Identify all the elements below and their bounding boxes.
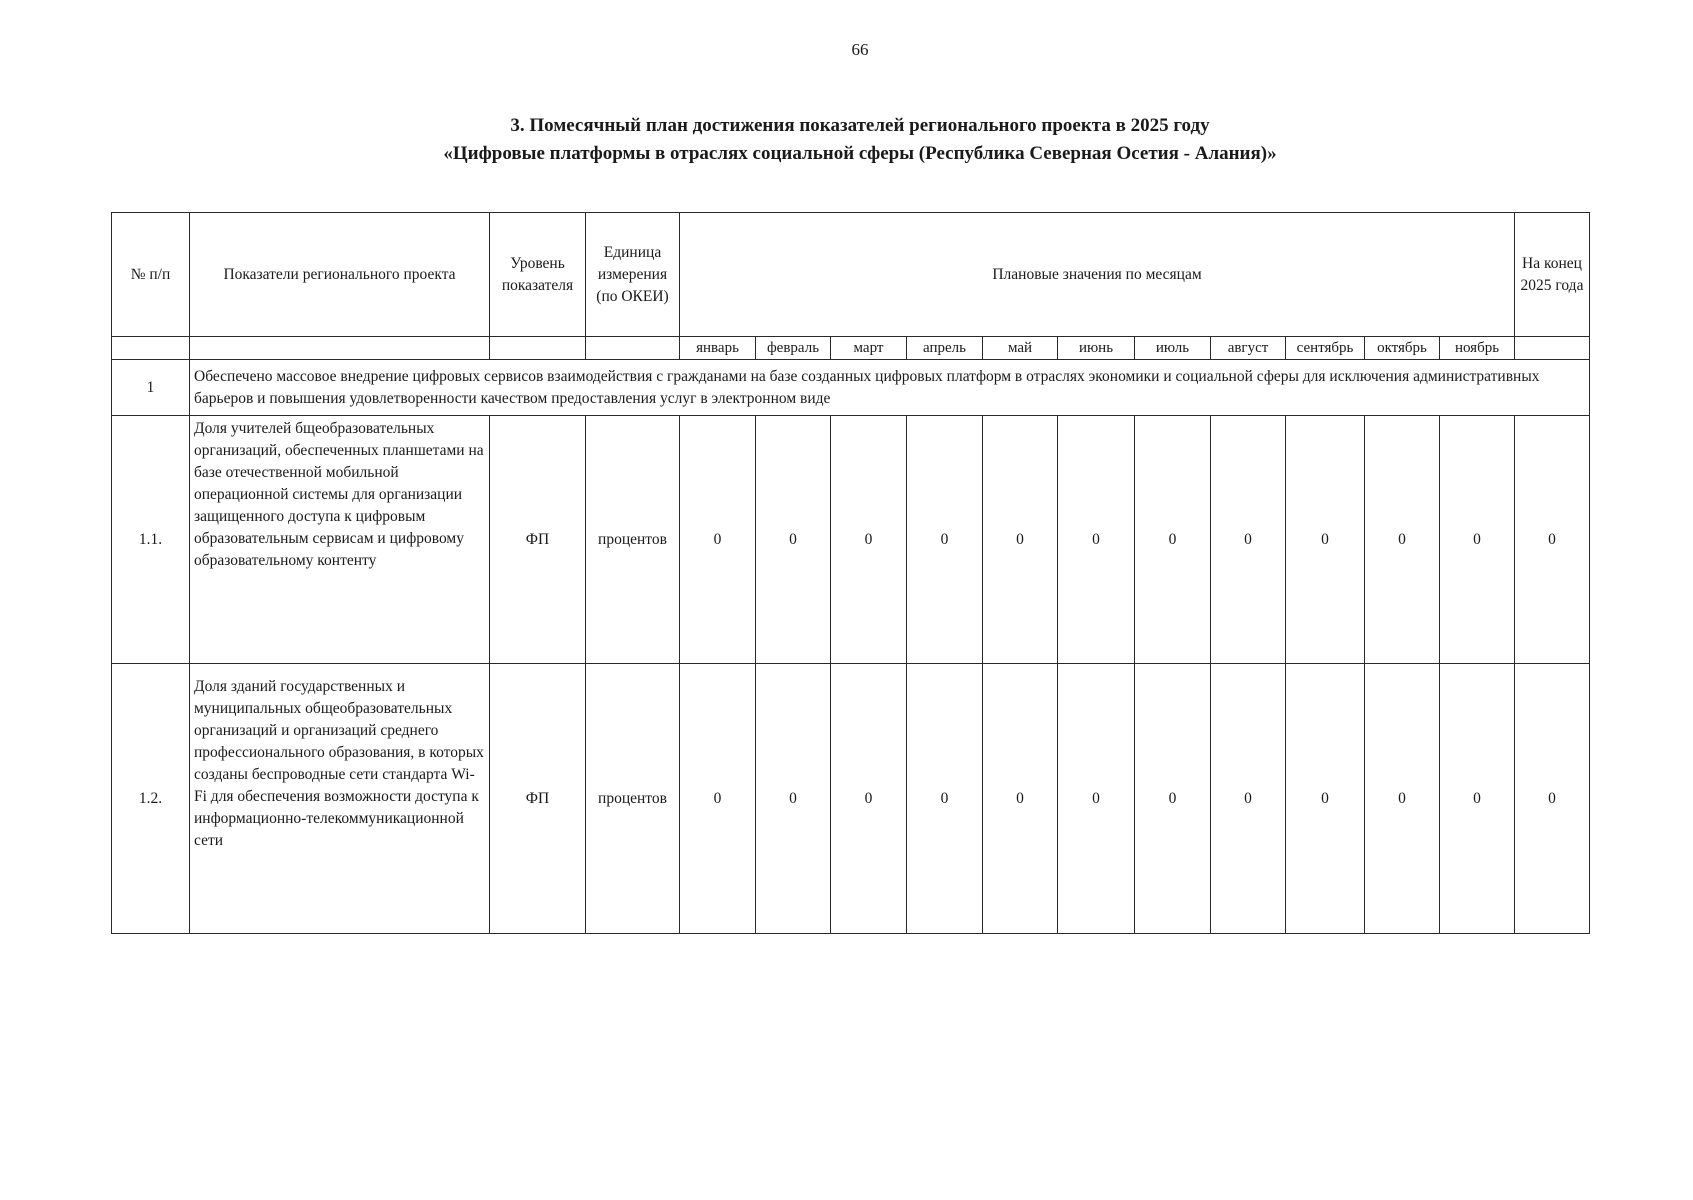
month-september: сентябрь <box>1286 337 1365 360</box>
value-may: 0 <box>983 664 1058 934</box>
month-may: май <box>983 337 1058 360</box>
indicator-unit: процентов <box>586 664 680 934</box>
empty-cell <box>490 337 586 360</box>
header-unit: Единица измерения (по ОКЕИ) <box>586 213 680 337</box>
value-november: 0 <box>1440 416 1515 664</box>
header-indicator: Показатели регионального проекта <box>190 213 490 337</box>
value-october: 0 <box>1365 416 1440 664</box>
header-end-of-year: На конец 2025 года <box>1515 213 1590 337</box>
value-january: 0 <box>680 416 756 664</box>
indicator-row-1-1 <box>112 416 1590 664</box>
value-september: 0 <box>1286 416 1365 664</box>
indicator-text: Доля учителей бщеобразовательных организаций, обеспеченных планшетами на базе отечественной мобильной операционной системы для организации защищенного доступа к цифровым образовательным сервисам и цифровому образовательному контенту <box>190 416 490 664</box>
title-line-1: 3. Помесячный план достижения показателей регионального проекта в 2025 году <box>510 115 1210 136</box>
value-july: 0 <box>1135 416 1211 664</box>
month-april: апрель <box>907 337 983 360</box>
value-end-of-year: 0 <box>1515 416 1590 664</box>
goal-num: 1 <box>112 360 190 416</box>
header-row <box>112 213 1590 337</box>
month-august: август <box>1211 337 1286 360</box>
value-june: 0 <box>1058 664 1135 934</box>
title-line-2: «Цифровые платформы в отраслях социальной сферы (Республика Северная Осетия - Алания)» <box>443 143 1277 164</box>
value-may: 0 <box>983 416 1058 664</box>
value-november: 0 <box>1440 664 1515 934</box>
value-august: 0 <box>1211 664 1286 934</box>
value-september: 0 <box>1286 664 1365 934</box>
empty-cell <box>112 337 190 360</box>
indicator-level: ФП <box>490 664 586 934</box>
value-july: 0 <box>1135 664 1211 934</box>
value-february: 0 <box>756 416 831 664</box>
indicator-text: Доля зданий государственных и муниципальных общеобразовательных организаций и организаций среднего профессионального образования, в которых созданы беспроводные сети стандарта Wi-Fi для обеспечения возможности доступа к информационно-телекоммуникационной сети <box>190 664 490 934</box>
month-january: январь <box>680 337 756 360</box>
document-title <box>0 112 1693 168</box>
indicator-level: ФП <box>490 416 586 664</box>
value-january: 0 <box>680 664 756 934</box>
row-num: 1.1. <box>112 416 190 664</box>
goal-row <box>112 360 1590 416</box>
indicator-row-1-2 <box>112 664 1590 934</box>
header-planned-values: Плановые значения по месяцам <box>680 213 1515 337</box>
value-june: 0 <box>1058 416 1135 664</box>
indicator-unit: процентов <box>586 416 680 664</box>
month-march: март <box>831 337 907 360</box>
value-march: 0 <box>831 416 907 664</box>
value-august: 0 <box>1211 416 1286 664</box>
header-num: № п/п <box>112 213 190 337</box>
empty-cell <box>1515 337 1590 360</box>
value-april: 0 <box>907 664 983 934</box>
month-february: февраль <box>756 337 831 360</box>
header-level: Уровень показателя <box>490 213 586 337</box>
month-november: ноябрь <box>1440 337 1515 360</box>
months-row <box>112 337 1590 360</box>
value-march: 0 <box>831 664 907 934</box>
value-february: 0 <box>756 664 831 934</box>
month-july: июль <box>1135 337 1211 360</box>
value-april: 0 <box>907 416 983 664</box>
row-num: 1.2. <box>112 664 190 934</box>
page-number: 66 <box>851 40 869 59</box>
empty-cell <box>190 337 490 360</box>
month-october: октябрь <box>1365 337 1440 360</box>
value-october: 0 <box>1365 664 1440 934</box>
goal-text: Обеспечено массовое внедрение цифровых сервисов взаимодействия с гражданами на базе созданных цифровых платформ в отраслях экономики и социальной сферы для исключения административных барьеров и повышения удовлетворенности качеством предоставления услуг в электронном виде <box>190 360 1590 416</box>
value-end-of-year: 0 <box>1515 664 1590 934</box>
monthly-plan-table <box>111 212 1590 934</box>
month-june: июнь <box>1058 337 1135 360</box>
empty-cell <box>586 337 680 360</box>
